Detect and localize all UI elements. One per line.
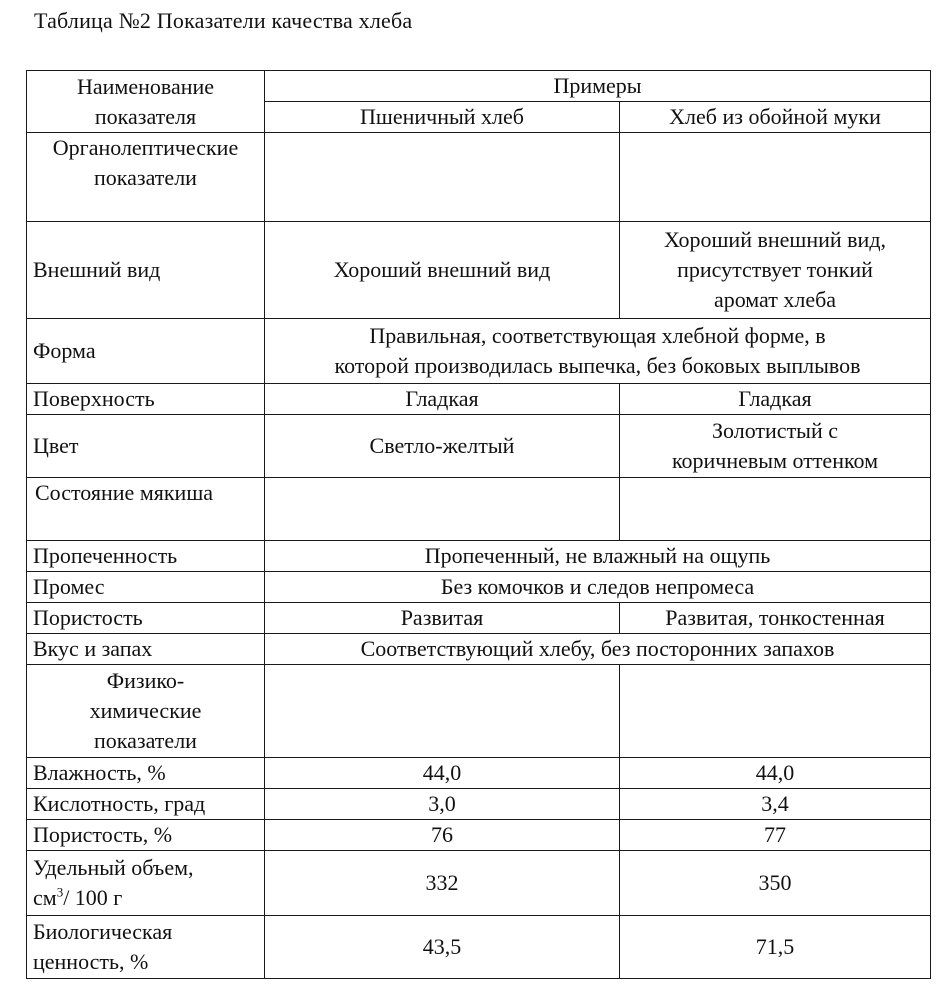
- table-row: [27, 916, 931, 979]
- row-label: Вкус и запах: [27, 634, 265, 665]
- cell-wheat: 43,5: [265, 916, 620, 979]
- header-wallpaper-bread: Хлеб из обойной муки: [620, 102, 931, 133]
- row-label: Влажность, %: [27, 758, 265, 789]
- row-label: Цвет: [27, 415, 265, 478]
- cell-wheat: 76: [265, 820, 620, 851]
- cell-wheat: 44,0: [265, 758, 620, 789]
- cell-wallpaper: 3,4: [620, 789, 931, 820]
- cell-wheat: Развитая: [265, 603, 620, 634]
- row-label: Удельный объем, $см^3/$ 100 г: [27, 851, 265, 916]
- empty-cell: [265, 478, 620, 541]
- empty-cell: [265, 133, 620, 222]
- cell-wheat: 3,0: [265, 789, 620, 820]
- cell-wallpaper: Гладкая: [620, 384, 931, 415]
- table-row: [27, 634, 931, 665]
- table-row: [27, 572, 931, 603]
- cell-wheat: Светло-желтый: [265, 415, 620, 478]
- row-label: Состояние мякиша: [27, 478, 265, 541]
- cell-wallpaper: Золотистый с коричневым оттенком: [620, 415, 931, 478]
- empty-cell: [620, 133, 931, 222]
- empty-cell: [620, 478, 931, 541]
- row-label: Промес: [27, 572, 265, 603]
- table-row: [27, 820, 931, 851]
- empty-cell: [265, 665, 620, 758]
- section-physchem: Физико- химические показатели: [27, 665, 265, 758]
- cell-wheat: 332: [265, 851, 620, 916]
- cell-wallpaper: Развитая, тонкостенная: [620, 603, 931, 634]
- section-organoleptic: Органолептические показатели: [27, 133, 265, 222]
- table-row: [27, 758, 931, 789]
- table-caption: Таблица №2 Показатели качества хлеба: [34, 8, 413, 33]
- table-row: [27, 319, 931, 384]
- row-label: Пористость: [27, 603, 265, 634]
- header-row: [27, 71, 931, 102]
- cell-merged: Без комочков и следов непромеса: [265, 572, 931, 603]
- row-label: Внешний вид: [27, 222, 265, 319]
- table-row: [27, 541, 931, 572]
- cell-wallpaper: Хороший внешний вид, присутствует тонкий аромат хлеба: [620, 222, 931, 319]
- cell-wallpaper: 44,0: [620, 758, 931, 789]
- header-wheat-bread: Пшеничный хлеб: [265, 102, 620, 133]
- row-label: Биологическая ценность, %: [27, 916, 265, 979]
- row-label: Пропеченность: [27, 541, 265, 572]
- table-row: [27, 133, 931, 222]
- cell-wallpaper: 77: [620, 820, 931, 851]
- header-indicator-name: Наименование показателя: [27, 71, 265, 133]
- row-label: Кислотность, град: [27, 789, 265, 820]
- cell-wallpaper: 71,5: [620, 916, 931, 979]
- table-row: [27, 478, 931, 541]
- table-row: [27, 665, 931, 758]
- cell-merged: Соответствующий хлебу, без посторонних запахов: [265, 634, 931, 665]
- cell-merged: Пропеченный, не влажный на ощупь: [265, 541, 931, 572]
- table-row: [27, 415, 931, 478]
- cell-wallpaper: 350: [620, 851, 931, 916]
- table-row: [27, 384, 931, 415]
- row-label: Пористость, %: [27, 820, 265, 851]
- bread-quality-table: [26, 70, 931, 979]
- row-label: Форма: [27, 319, 265, 384]
- cell-wheat: Хороший внешний вид: [265, 222, 620, 319]
- header-examples: Примеры: [265, 71, 931, 102]
- empty-cell: [620, 665, 931, 758]
- table-row: [27, 222, 931, 319]
- cell-wheat: Гладкая: [265, 384, 620, 415]
- cell-merged: Правильная, соответствующая хлебной форме, в которой производилась выпечка, без боковых выплывов: [265, 319, 931, 384]
- table-row: [27, 851, 931, 916]
- row-label: Поверхность: [27, 384, 265, 415]
- table-row: [27, 789, 931, 820]
- table-row: [27, 603, 931, 634]
